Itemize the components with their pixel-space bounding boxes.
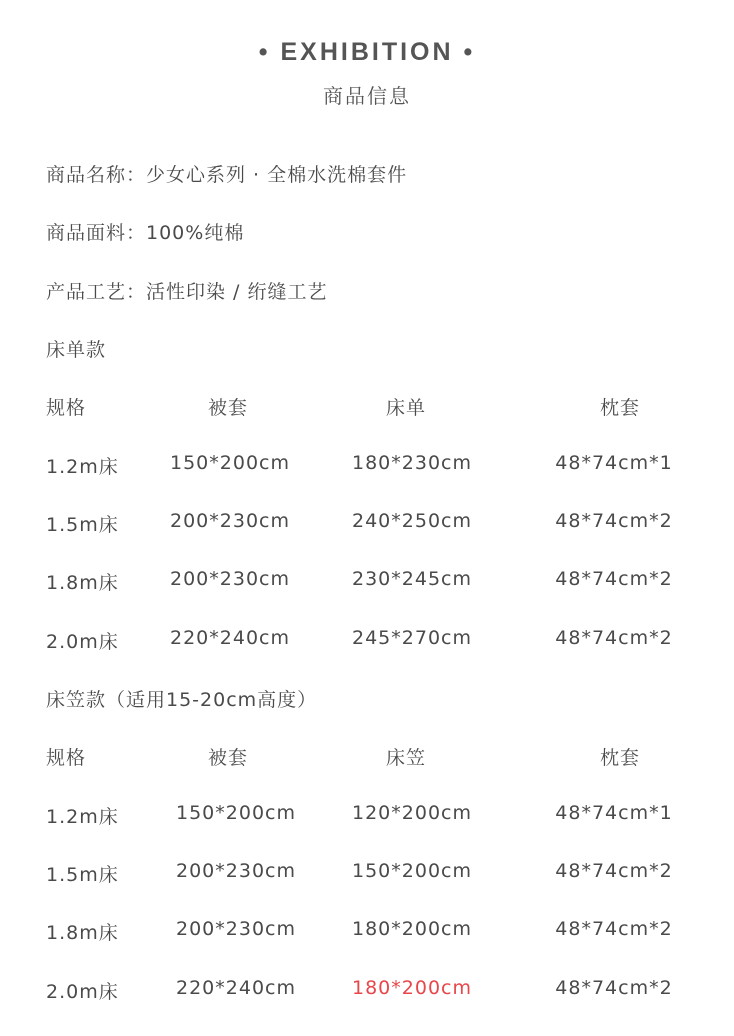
row-size: 2.0m床: [46, 981, 119, 1003]
row-fitted-sheet-highlight: 180*200cm: [352, 977, 472, 999]
product-name: 商品名称：少女心系列 · 全棉水洗棉套件: [46, 164, 408, 186]
product-fabric: 商品面料：100%纯棉: [46, 222, 245, 244]
row-sheet: 180*230cm: [352, 452, 472, 474]
row-pillow: 48*74cm*2: [555, 918, 673, 940]
table1-header-sheet: 床单: [385, 397, 426, 419]
row-size: 1.2m床: [46, 806, 119, 828]
row-sheet: 230*245cm: [352, 568, 472, 590]
product-craft: 产品工艺：活性印染 / 绗缝工艺: [46, 281, 328, 303]
table-row: [0, 977, 734, 1007]
row-sheet: 245*270cm: [352, 627, 472, 649]
table2-header-spec: 规格: [46, 747, 87, 769]
row-pillow: 48*74cm*2: [555, 860, 673, 882]
row-size: 1.8m床: [46, 572, 119, 594]
row-duvet: 150*200cm: [176, 802, 296, 824]
row-duvet: 200*230cm: [170, 510, 290, 532]
row-size: 1.5m床: [46, 514, 119, 536]
table2-header-fitted-sheet: 床笠: [385, 747, 426, 769]
table-row: [0, 627, 734, 657]
table1-header-pillow: 枕套: [599, 397, 640, 419]
row-size: 1.2m床: [46, 456, 119, 478]
row-duvet: 220*240cm: [170, 627, 290, 649]
table-row: [0, 860, 734, 890]
table1-header-row: [0, 393, 734, 423]
row-pillow: 48*74cm*2: [555, 627, 673, 649]
table1-title: 床单款: [46, 339, 107, 361]
table-row: [0, 510, 734, 540]
row-pillow: 48*74cm*1: [555, 802, 673, 824]
page-title: • EXHIBITION •: [258, 38, 476, 66]
row-duvet: 200*230cm: [176, 918, 296, 940]
table2-header-duvet: 被套: [207, 747, 248, 769]
table1-header-spec: 规格: [46, 397, 87, 419]
row-duvet: 220*240cm: [176, 977, 296, 999]
table-row: [0, 568, 734, 598]
row-sheet: 240*250cm: [352, 510, 472, 532]
row-size: 1.5m床: [46, 864, 119, 886]
row-size: 1.8m床: [46, 922, 119, 944]
table-row: [0, 918, 734, 948]
row-duvet: 200*230cm: [176, 860, 296, 882]
row-pillow: 48*74cm*2: [555, 568, 673, 590]
table2-header-row: [0, 743, 734, 773]
row-pillow: 48*74cm*2: [555, 977, 673, 999]
table-row: [0, 802, 734, 832]
row-duvet: 150*200cm: [170, 452, 290, 474]
page-subtitle: 商品信息: [323, 84, 411, 108]
row-duvet: 200*230cm: [170, 568, 290, 590]
row-pillow: 48*74cm*1: [555, 452, 673, 474]
row-fitted-sheet: 120*200cm: [352, 802, 472, 824]
table1-header-duvet: 被套: [207, 397, 248, 419]
row-fitted-sheet: 150*200cm: [352, 860, 472, 882]
row-fitted-sheet: 180*200cm: [352, 918, 472, 940]
table-row: [0, 452, 734, 482]
table2-title: 床笠款（适用15-20cm高度）: [46, 689, 318, 711]
table2-header-pillow: 枕套: [599, 747, 640, 769]
row-pillow: 48*74cm*2: [555, 510, 673, 532]
row-size: 2.0m床: [46, 631, 119, 653]
